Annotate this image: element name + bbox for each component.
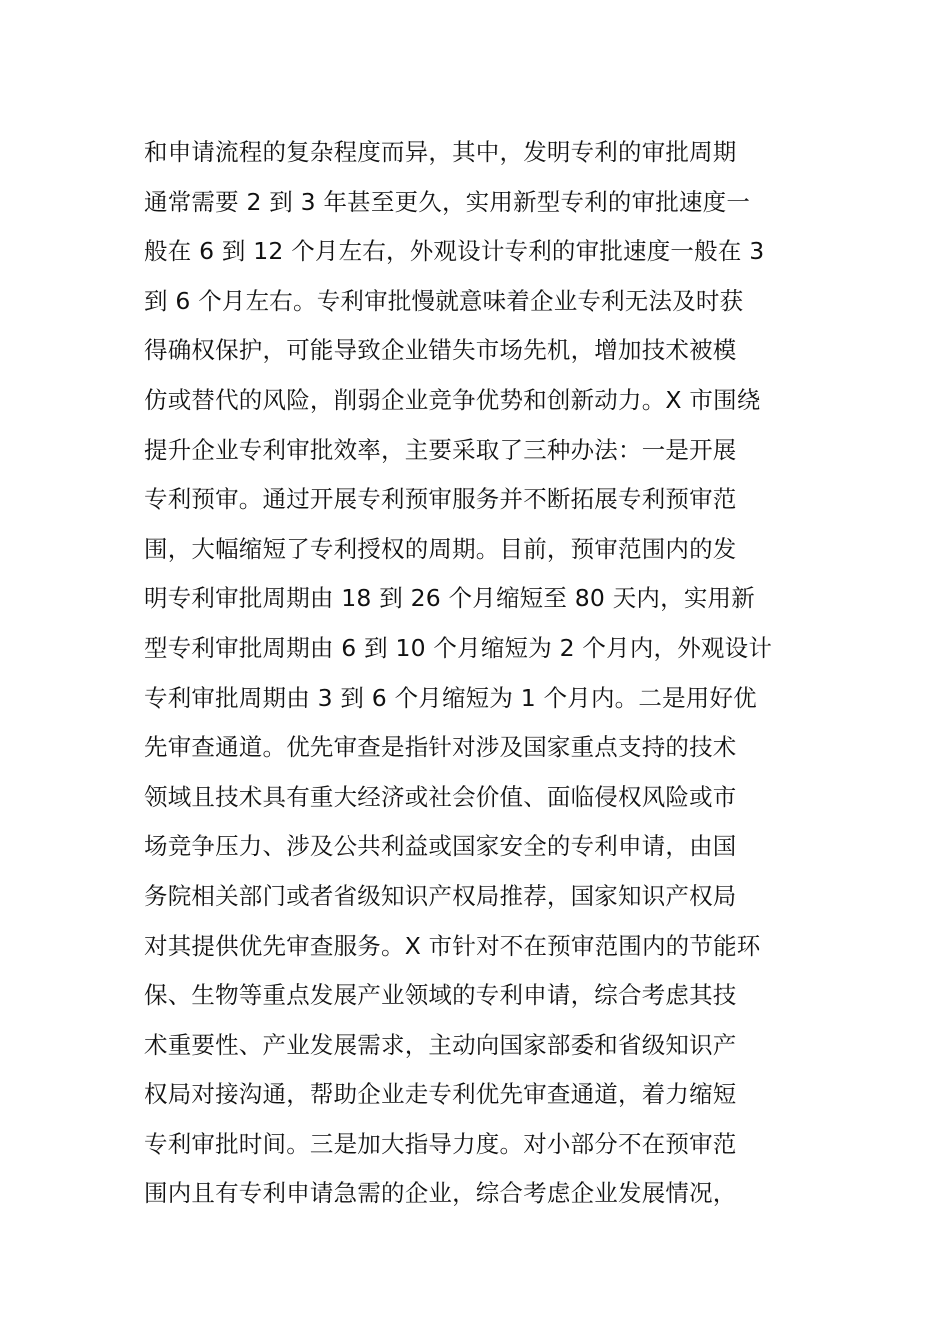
text-line: 得确权保护，可能导致企业错失市场先机，增加技术被模 xyxy=(144,336,737,365)
text-line: 专利审批时间。三是加大指导力度。对小部分不在预审范 xyxy=(144,1129,737,1158)
text-line: 先审查通道。优先审查是指针对涉及国家重点支持的技术 xyxy=(144,733,737,762)
text-line: 专利预审。通过开展专利预审服务并不断拓展专利预审范 xyxy=(144,485,737,514)
text-line: 术重要性、产业发展需求，主动向国家部委和省级知识产 xyxy=(144,1030,737,1059)
text-line: 对其提供优先审查服务。X 市针对不在预审范围内的节能环 xyxy=(144,931,761,960)
text-line: 领域且技术具有重大经济或社会价值、面临侵权风险或市 xyxy=(144,782,737,811)
text-line: 场竞争压力、涉及公共利益或国家安全的专利申请，由国 xyxy=(144,832,737,861)
text-line: 般在 6 到 12 个月左右，外观设计专利的审批速度一般在 3 xyxy=(144,237,765,266)
text-line: 型专利审批周期由 6 到 10 个月缩短为 2 个月内，外观设计 xyxy=(144,633,773,662)
text-line: 仿或替代的风险，削弱企业竞争优势和创新动力。X 市围绕 xyxy=(144,385,761,414)
body-paragraph xyxy=(144,128,814,1219)
text-line: 保、生物等重点发展产业领域的专利申请，综合考虑其技 xyxy=(144,981,737,1010)
text-line: 和申请流程的复杂程度而异，其中，发明专利的审批周期 xyxy=(144,138,737,166)
text-line: 提升企业专利审批效率，主要采取了三种办法：一是开展 xyxy=(144,435,737,464)
text-line: 权局对接沟通，帮助企业走专利优先审查通道，着力缩短 xyxy=(144,1080,737,1109)
text-line: 到 6 个月左右。专利审批慢就意味着企业专利无法及时获 xyxy=(144,286,744,315)
text-line: 务院相关部门或者省级知识产权局推荐，国家知识产权局 xyxy=(144,881,737,910)
text-line: 围，大幅缩短了专利授权的周期。目前，预审范围内的发 xyxy=(144,534,737,563)
text-line: 专利审批周期由 3 到 6 个月缩短为 1 个月内。二是用好优 xyxy=(144,683,757,712)
text-line: 明专利审批周期由 18 到 26 个月缩短至 80 天内，实用新 xyxy=(144,584,755,613)
text-line: 通常需要 2 到 3 年甚至更久，实用新型专利的审批速度一 xyxy=(144,187,751,216)
text-line: 围内且有专利申请急需的企业，综合考虑企业发展情况， xyxy=(144,1179,737,1208)
